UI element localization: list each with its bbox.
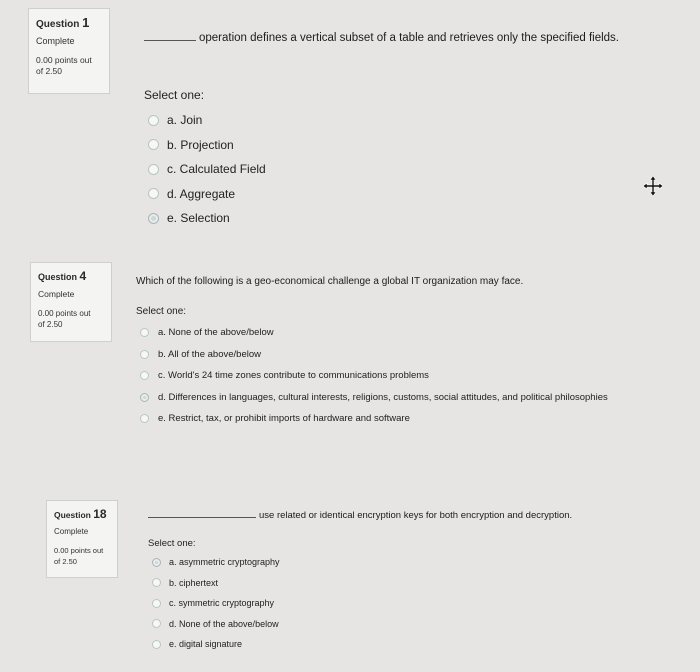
question-number: Question 18 xyxy=(54,507,107,521)
question-text: use related or identical encryption keys for both encryption and decryption. xyxy=(148,510,572,521)
question-info xyxy=(28,8,110,94)
question-1 xyxy=(0,0,700,240)
radio-button[interactable] xyxy=(152,599,161,608)
radio-button-selected[interactable] xyxy=(148,213,159,224)
answer-list xyxy=(148,108,266,231)
radio-button-selected[interactable] xyxy=(140,393,149,402)
question-number: Question 4 xyxy=(38,269,87,283)
radio-button[interactable] xyxy=(140,414,149,423)
radio-button[interactable] xyxy=(152,640,161,649)
select-one-prompt: Select one: xyxy=(136,306,187,317)
answer-blank xyxy=(148,517,256,518)
radio-button[interactable] xyxy=(148,188,159,199)
question-text: Which of the following is a geo-economical challenge a global IT organization may face. xyxy=(136,276,524,287)
question-4 xyxy=(0,240,700,480)
answer-option[interactable]: e. Restrict, tax, or prohibit imports of hardware and software xyxy=(140,408,608,430)
answer-option[interactable]: b. All of the above/below xyxy=(140,344,608,366)
question-grade: 0.00 points out of 2.50 xyxy=(38,309,91,329)
answer-option[interactable]: b. Projection xyxy=(148,133,266,158)
radio-button[interactable] xyxy=(148,139,159,150)
select-one-prompt: Select one: xyxy=(148,538,196,549)
answer-option[interactable]: c. Calculated Field xyxy=(148,157,266,182)
answer-option[interactable]: e. Selection xyxy=(148,206,266,231)
question-grade: 0.00 points out of 2.50 xyxy=(54,546,104,566)
answer-option[interactable]: a. Join xyxy=(148,108,266,133)
radio-button[interactable] xyxy=(140,371,149,380)
radio-button[interactable] xyxy=(152,578,161,587)
answer-option[interactable]: e. digital signature xyxy=(152,634,280,655)
question-18 xyxy=(0,480,700,672)
answer-option[interactable]: d. Differences in languages, cultural interests, religions, customs, social attitudes, and political philosophies xyxy=(140,387,608,409)
radio-button-selected[interactable] xyxy=(152,558,161,567)
move-cursor-icon xyxy=(642,175,664,197)
answer-blank xyxy=(144,40,196,41)
answer-list xyxy=(152,552,280,655)
question-state: Complete xyxy=(54,527,89,536)
answer-option[interactable]: a. None of the above/below xyxy=(140,322,608,344)
question-info xyxy=(46,500,118,578)
answer-option[interactable]: d. None of the above/below xyxy=(152,614,280,635)
radio-button[interactable] xyxy=(152,619,161,628)
radio-button[interactable] xyxy=(140,328,149,337)
answer-option[interactable]: c. World's 24 time zones contribute to communications problems xyxy=(140,365,608,387)
question-number: Question 1 xyxy=(36,15,90,30)
answer-list xyxy=(140,322,608,430)
radio-button[interactable] xyxy=(140,350,149,359)
answer-option[interactable]: d. Aggregate xyxy=(148,182,266,207)
answer-option[interactable]: b. ciphertext xyxy=(152,573,280,594)
question-state: Complete xyxy=(38,289,75,299)
radio-button[interactable] xyxy=(148,164,159,175)
answer-option[interactable]: c. symmetric cryptography xyxy=(152,593,280,614)
question-text: operation defines a vertical subset of a table and retrieves only the specified fields. xyxy=(144,32,619,44)
radio-button[interactable] xyxy=(148,115,159,126)
answer-option[interactable]: a. asymmetric cryptography xyxy=(152,552,280,573)
question-grade: 0.00 points out of 2.50 xyxy=(36,55,92,76)
question-state: Complete xyxy=(36,36,75,46)
question-info xyxy=(30,262,112,342)
select-one-prompt: Select one: xyxy=(144,88,205,102)
